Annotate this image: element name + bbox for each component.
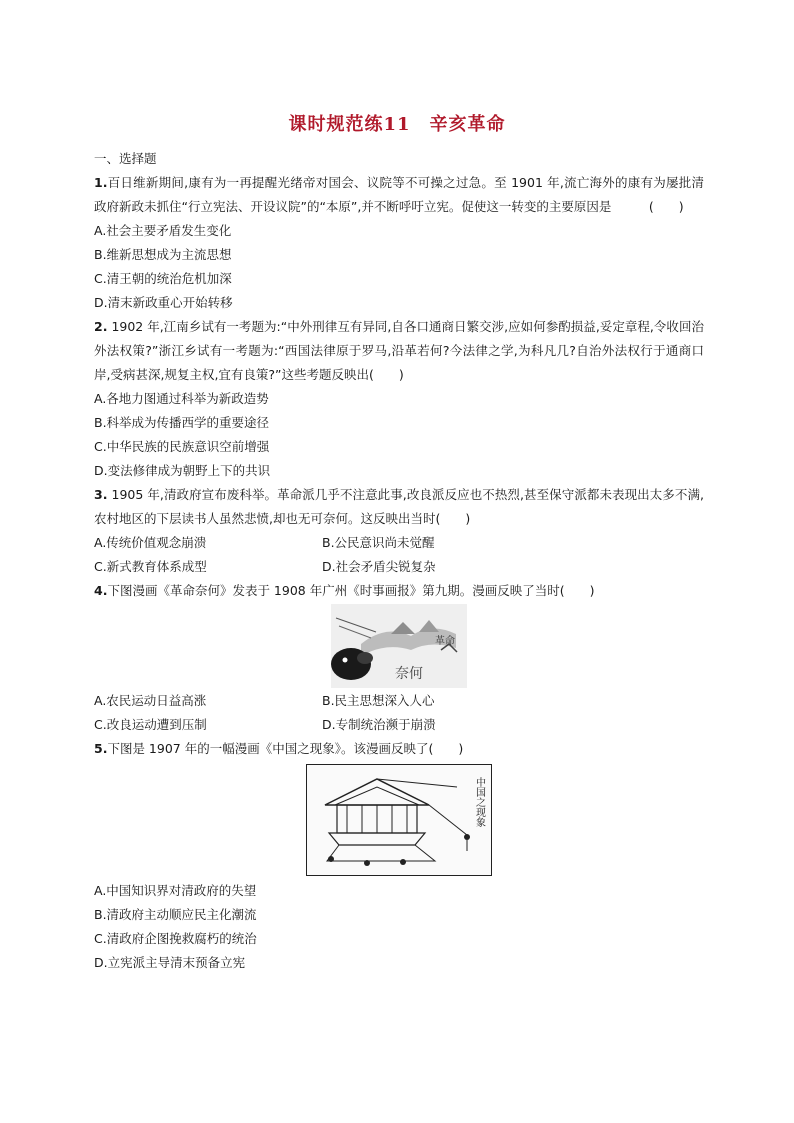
- option-b: B.维新思想成为主流思想: [94, 247, 232, 262]
- options-row: [94, 713, 704, 737]
- question-1: [94, 171, 704, 219]
- options-row: [94, 689, 704, 713]
- question-5: [94, 737, 704, 761]
- option-d: D.变法修律成为朝野上下的共识: [94, 463, 271, 478]
- option-c: C.中华民族的民族意识空前增强: [94, 439, 270, 454]
- question-text: 下图漫画《革命奈何》发表于 1908 年广州《时事画报》第九期。漫画反映了当时( ): [107, 583, 595, 598]
- question-text: 百日维新期间,康有为一再提醒光绪帝对国会、议院等不可操之过急。至 1901 年,流亡海外的康有为屡批清政府新政未抓住“行立宪法、开设议院”的“本原”,并不断呼吁立宪。促使这一转变的主要原因是 ( ): [94, 175, 704, 214]
- option-c: C.清政府企图挽救腐朽的统治: [94, 931, 257, 946]
- cartoon-geming-naihe: [331, 604, 467, 688]
- question-number: 4.: [94, 583, 108, 598]
- option-d: D.清末新政重心开始转移: [94, 295, 233, 310]
- option-d: D.专制统治濒于崩溃: [322, 717, 436, 732]
- figure-5: [94, 761, 704, 879]
- question-2: [94, 315, 704, 387]
- option-b: B.公民意识尚未觉醒: [322, 535, 435, 550]
- option-a: A.中国知识界对清政府的失望: [94, 883, 257, 898]
- content: [94, 147, 704, 975]
- cartoon-label-naihe: 奈何: [395, 666, 423, 682]
- question-text: 1902 年,江南乡试有一考题为:“中外刑律互有异同,自各口通商日繁交涉,应如何参酌损益,妥定章程,令收回治外法权策?”浙江乡试有一考题为:“西国法律原于罗马,沿革若何?今法律之学,为科凡几?自治外法权行于通商口岸,受病甚深,规复主权,宜有良策?”这些考题反映出( ): [94, 319, 704, 382]
- page-title: 课时规范练11 辛亥革命: [288, 114, 506, 135]
- question-4: [94, 579, 704, 603]
- cartoon-drawing: [331, 604, 467, 688]
- cartoon-drawing: [307, 765, 491, 875]
- figure-4: [94, 603, 704, 689]
- option-a: A.农民运动日益高涨: [94, 693, 207, 708]
- cartoon-zhongguo-zhi-xianxiang: [306, 764, 492, 876]
- option-a: A.各地力图通过科举为新政造势: [94, 391, 269, 406]
- question-text: 1905 年,清政府宣布废科举。革命派几乎不注意此事,改良派反应也不热烈,甚至保守派都未表现出太多不满,农村地区的下层读书人虽然悲愤,却也无可奈何。这反映出当时( ): [94, 487, 704, 526]
- option-a: A.社会主要矛盾发生变化: [94, 223, 232, 238]
- option-c: C.新式教育体系成型: [94, 559, 207, 574]
- cartoon-label-geming: 革命: [435, 636, 455, 647]
- option-b: B.清政府主动顺应民主化潮流: [94, 907, 257, 922]
- cartoon-caption: 中国之现象: [473, 777, 485, 827]
- question-number: 2.: [94, 319, 108, 334]
- question-text: 下图是 1907 年的一幅漫画《中国之现象》。该漫画反映了( ): [107, 741, 464, 756]
- option-c: C.改良运动遭到压制: [94, 717, 207, 732]
- option-b: B.科举成为传播西学的重要途径: [94, 415, 270, 430]
- option-b: B.民主思想深入人心: [322, 693, 435, 708]
- option-d: D.社会矛盾尖锐复杂: [322, 559, 436, 574]
- section-heading: 一、选择题: [94, 151, 157, 166]
- question-number: 3.: [94, 487, 108, 502]
- question-number: 1.: [94, 175, 108, 190]
- options-row: [94, 555, 704, 579]
- option-a: A.传统价值观念崩溃: [94, 535, 207, 550]
- option-c: C.清王朝的统治危机加深: [94, 271, 232, 286]
- question-number: 5.: [94, 741, 108, 756]
- question-3: [94, 483, 704, 531]
- options-row: [94, 531, 704, 555]
- option-d: D.立宪派主导清末预备立宪: [94, 955, 246, 970]
